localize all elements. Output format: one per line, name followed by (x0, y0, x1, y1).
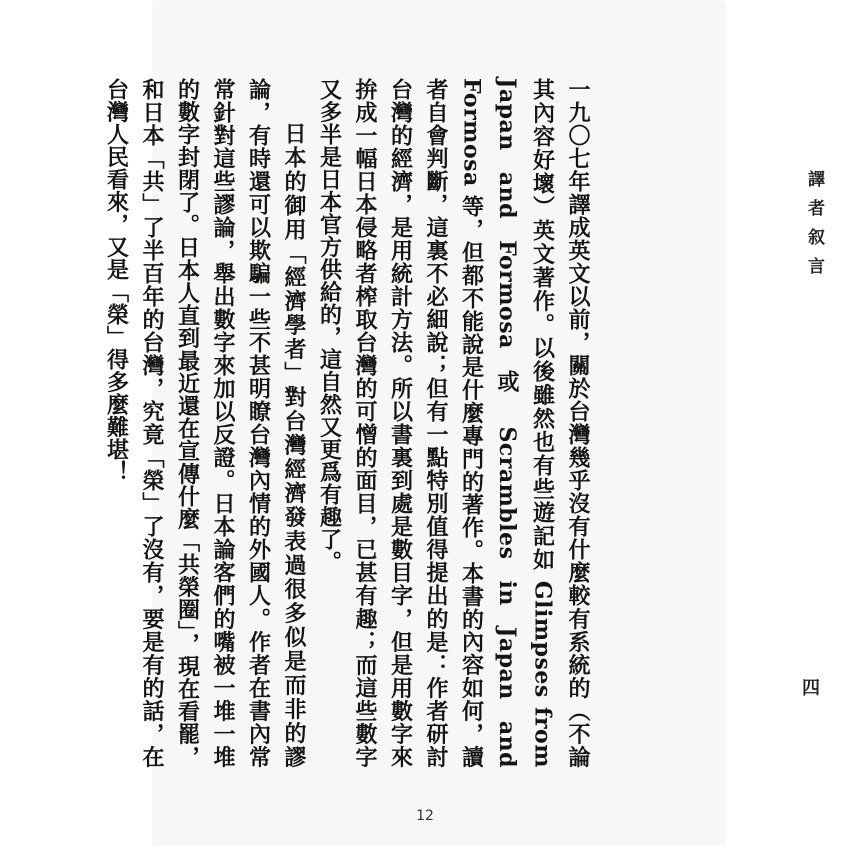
paragraph-1: 一九〇七年譯成英文以前，關於台灣幾乎沒有什麼較有系統的（不論其內容好壞）英文著作。以後雖然也有些遊記如 Glimpses from Japan and Formosa 或 Scrambles in Japan and Formosa 等，但都不能說是什麼專門的著作。本書的內容如何，讀者自會判斷，這裏不必細說；但有一點特別值得提出的是：作者研討台灣的經濟，是用統計方法。所以書裏到處是數目字，但是用數字來拚成一幅日本侵略者榨取台灣的可憎的面目，已甚有趣；而這些數字又多半是日本官方供給的，這自然又更爲有趣了。 (316, 78, 591, 768)
running-header: 譯者叙言 (804, 170, 824, 286)
body-text (103, 78, 595, 768)
page-marker: 四 (802, 678, 820, 699)
paragraph-2: 日本的御用「經濟學者」對台灣經濟發表過很多似是而非的謬論，有時還可以欺騙一些不甚明瞭台灣內情的外國人。作者在書內常常針對這些謬論，舉出數字來加以反證。日本論客們的嘴被一堆一堆的數字封閉了。日本人直到最近還在宣傳什麼「共榮圈」，現在看罷，和日本「共」了半百年的台灣，究竟「榮」了沒有，要是有的話，在台灣人民看來，又是「榮」得多麼難堪！ (103, 78, 307, 768)
page-number: 12 (416, 808, 434, 824)
